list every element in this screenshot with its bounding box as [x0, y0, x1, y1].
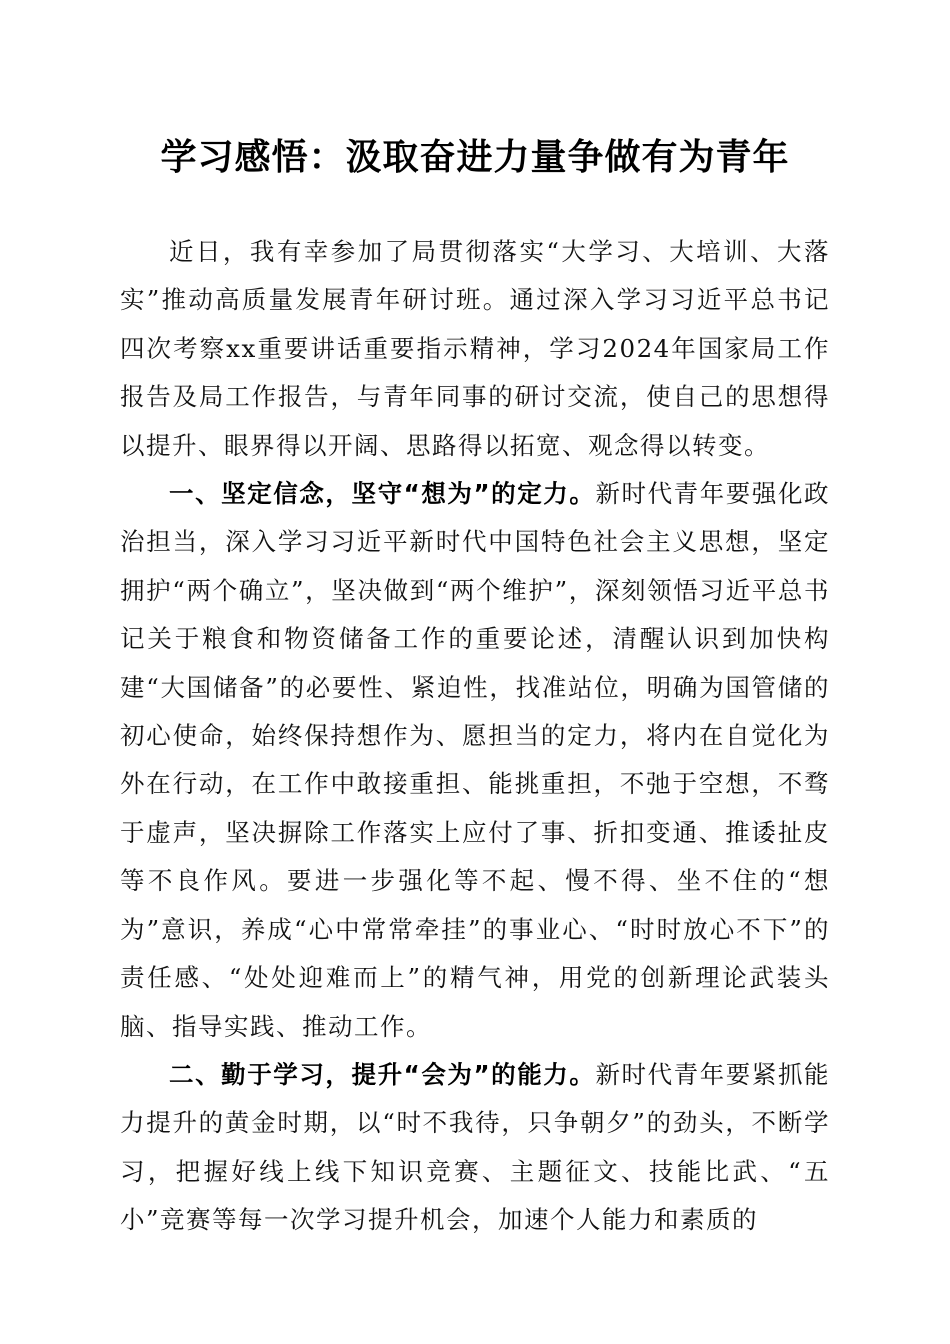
paragraph-text: 近日，我有幸参加了局贯彻落实“大学习、大培训、大落实”推动高质量发展青年研讨班。通过深入学习习近平总书记四次考察xx重要讲话重要指示精神，学习2024年国家局工作报告及局工作报告，与青年同事的研讨交流，使自己的思想得以提升、眼界得以开阔、思路得以拓宽、观念得以转变。 [120, 237, 830, 460]
intro-paragraph [120, 228, 830, 470]
section-two-heading: 二、勤于学习，提升“会为”的能力。 [169, 1059, 596, 1089]
section-two-text: 新时代青年要紧抓能力提升的黄金时期，以“时不我待，只争朝夕”的劲头，不断学习，把握好线上线下知识竞赛、主题征文、技能比武、“五小”竞赛等每一次学习提升机会，加速个人能力和素质的 [120, 1059, 831, 1235]
document-title: 学习感悟：汲取奋进力量争做有为青年 [160, 137, 790, 178]
document-body [120, 228, 830, 1245]
section-one-heading: 一、坚定信念，坚守“想为”的定力。 [169, 479, 596, 509]
section-one-text: 新时代青年要强化政治担当，深入学习习近平新时代中国特色社会主义思想，坚定拥护“两个确立”，坚决做到“两个维护”，深刻领悟习近平总书记关于粮食和物资储备工作的重要论述，清醒认识到加快构建“大国储备”的必要性、紧迫性，找准站位，明确为国管储的初心使命，始终保持想作为、愿担当的定力，将内在自觉化为外在行动，在工作中敢接重担、能挑重担，不弛于空想，不骛于虚声，坚决摒除工作落实上应付了事、折扣变通、推诿扯皮等不良作风。要进一步强化等不起、慢不得、坐不住的“想为”意识，养成“心中常常牵挂”的事业心、“时时放心不下”的责任感、“处处迎难而上”的精气神，用党的创新理论武装头脑、指导实践、推动工作。 [120, 479, 831, 1041]
section-one-paragraph [120, 470, 830, 1051]
section-two-paragraph [120, 1051, 830, 1245]
